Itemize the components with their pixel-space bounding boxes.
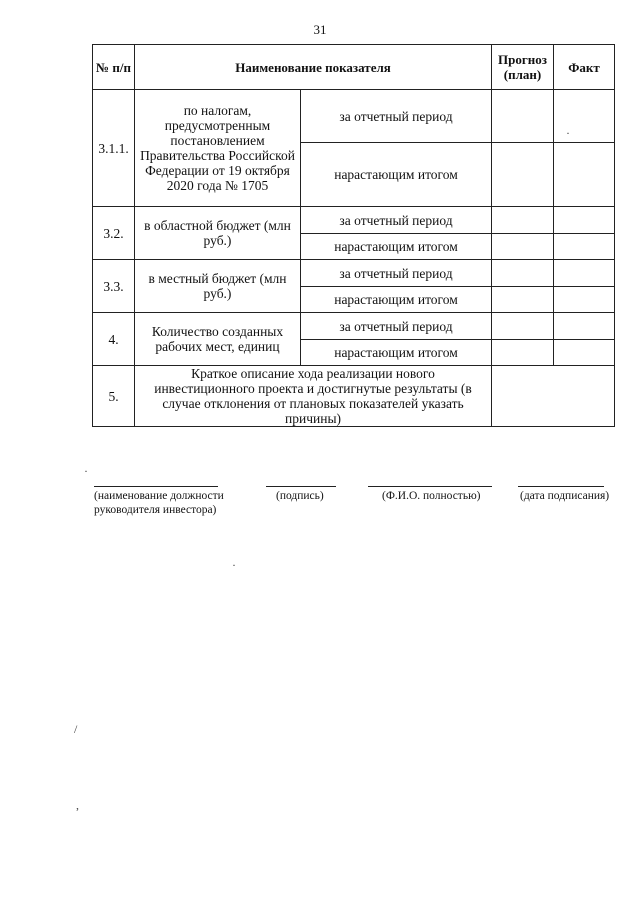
row-period-label: за отчетный период xyxy=(301,260,492,287)
table-header-row xyxy=(93,45,615,90)
signature-caption: (подпись) xyxy=(276,490,324,502)
scan-speck: · xyxy=(232,558,236,572)
row-label: Количество созданных рабочих мест, единиц xyxy=(135,313,301,366)
signature-line xyxy=(266,486,336,487)
table-row xyxy=(93,260,615,287)
forecast-cell[interactable] xyxy=(492,234,554,260)
table-row xyxy=(93,366,615,427)
fact-cell[interactable] xyxy=(554,207,615,234)
table-row xyxy=(93,313,615,340)
page-number: 31 xyxy=(313,22,327,37)
table-row xyxy=(93,90,615,143)
date-caption: (дата подписания) xyxy=(520,490,610,502)
row-label: в местный бюджет (млн руб.) xyxy=(135,260,301,313)
forecast-cell[interactable] xyxy=(492,90,554,143)
scan-speck: / xyxy=(74,722,78,736)
row-number: 3.3. xyxy=(93,260,135,313)
description-cell[interactable] xyxy=(492,366,615,427)
signature-block xyxy=(0,486,640,526)
header-fact: Факт xyxy=(554,45,615,90)
row-number: 5. xyxy=(93,366,135,427)
fact-cell[interactable] xyxy=(554,313,615,340)
fact-cell[interactable] xyxy=(554,143,615,207)
row-label: Краткое описание хода реализации нового инвестиционного проекта и достигнутые результаты (в случае отклонения от плановых показателей указать причины) xyxy=(135,366,492,427)
row-label: по налогам, предусмотренным постановлением Правительства Российской Федерации от 19 октября 2020 года № 1705 xyxy=(135,90,301,207)
fact-cell[interactable] xyxy=(554,260,615,287)
fact-cell[interactable] xyxy=(554,90,615,143)
date-line xyxy=(518,486,604,487)
row-period-label: за отчетный период xyxy=(301,313,492,340)
position-caption: (наименование должности руководителя инвестора) xyxy=(94,490,224,516)
forecast-cell[interactable] xyxy=(492,313,554,340)
table-row xyxy=(93,207,615,234)
row-cumulative-label: нарастающим итогом xyxy=(301,287,492,313)
header-number: № п/п xyxy=(93,45,135,90)
forecast-cell[interactable] xyxy=(492,260,554,287)
scan-speck: · xyxy=(84,464,88,478)
header-name: Наименование показателя xyxy=(135,45,492,90)
row-number: 3.2. xyxy=(93,207,135,260)
row-period-label: за отчетный период xyxy=(301,207,492,234)
fact-cell[interactable] xyxy=(554,287,615,313)
position-line xyxy=(94,486,218,487)
indicators-table xyxy=(92,44,615,427)
fact-cell[interactable] xyxy=(554,234,615,260)
row-number: 3.1.1. xyxy=(93,90,135,207)
row-cumulative-label: нарастающим итогом xyxy=(301,234,492,260)
row-number: 4. xyxy=(93,313,135,366)
fact-cell[interactable] xyxy=(554,340,615,366)
full-name-caption: (Ф.И.О. полностью) xyxy=(382,490,481,502)
forecast-cell[interactable] xyxy=(492,340,554,366)
forecast-cell[interactable] xyxy=(492,143,554,207)
row-cumulative-label: нарастающим итогом xyxy=(301,143,492,207)
row-period-label: за отчетный период xyxy=(301,90,492,143)
scan-speck: · xyxy=(566,126,570,140)
forecast-cell[interactable] xyxy=(492,287,554,313)
row-label: в областной бюджет (млн руб.) xyxy=(135,207,301,260)
full-name-line xyxy=(368,486,492,487)
forecast-cell[interactable] xyxy=(492,207,554,234)
row-cumulative-label: нарастающим итогом xyxy=(301,340,492,366)
scan-speck: , xyxy=(76,798,79,812)
header-forecast: Прогноз (план) xyxy=(492,45,554,90)
